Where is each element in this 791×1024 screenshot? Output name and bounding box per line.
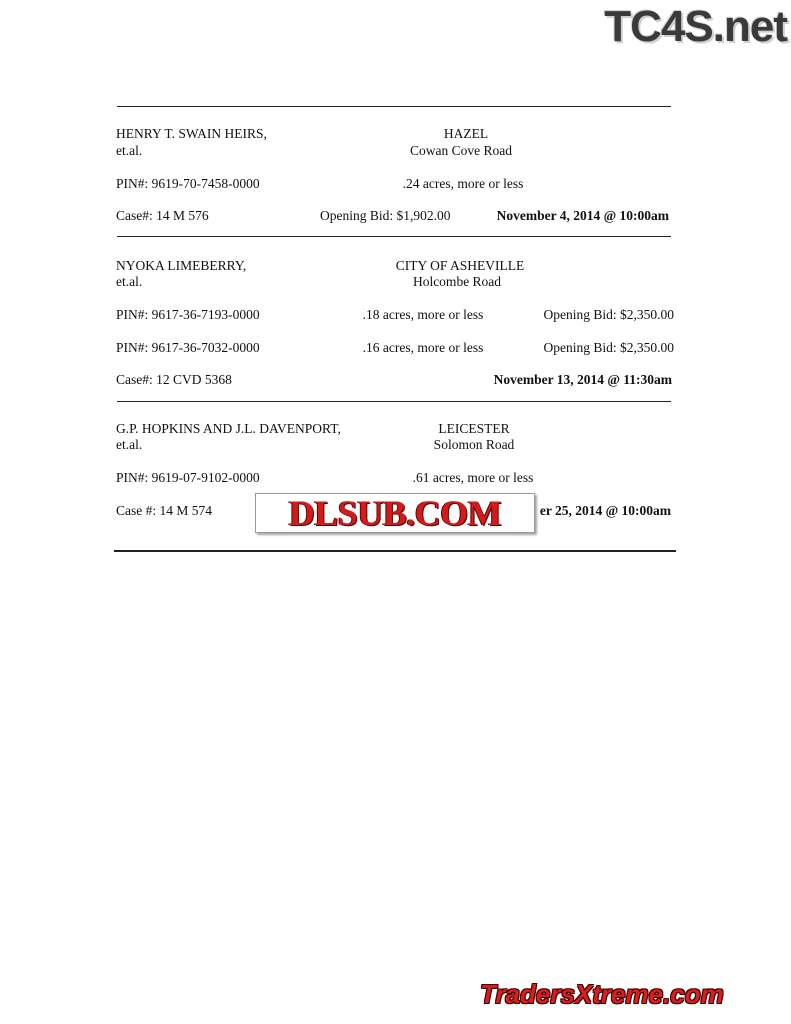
listing-1-etal: et.al. — [116, 143, 143, 158]
listing-2-acres-1: .18 acres, more or less — [362, 307, 484, 322]
listing-1-sale-date: November 4, 2014 @ 10:00am — [496, 208, 669, 223]
listing-2-owner: NYOKA LIMEBERRY, — [116, 258, 247, 273]
separator-top — [117, 106, 671, 107]
listing-3-road: Solomon Road — [433, 437, 515, 452]
listing-3-case: Case #: 14 M 574 — [116, 503, 212, 518]
listing-1-opening-bid: Opening Bid: $1,902.00 — [320, 208, 451, 223]
listing-1-pin: PIN#: 9619-70-7458-0000 — [116, 176, 260, 191]
listing-3-pin: PIN#: 9619-07-9102-0000 — [116, 470, 260, 485]
dlsub-watermark: DLSUB.COM — [255, 493, 535, 533]
listing-2-road: Holcombe Road — [412, 274, 502, 289]
listing-1-owner: HENRY T. SWAIN HEIRS, — [116, 126, 267, 141]
listing-2-bid-1: Opening Bid: $2,350.00 — [543, 307, 674, 322]
listing-1-township: HAZEL — [443, 126, 489, 141]
listing-2-sale-date: November 13, 2014 @ 11:30am — [493, 372, 672, 387]
listing-2-pin-1: PIN#: 9617-36-7193-0000 — [116, 307, 260, 322]
listing-2-township: CITY OF ASHEVILLE — [395, 258, 525, 273]
listing-3-township: LEICESTER — [438, 421, 510, 436]
listing-2-pin-2: PIN#: 9617-36-7032-0000 — [116, 340, 260, 355]
listing-2-etal: et.al. — [116, 274, 143, 289]
separator-bottom — [114, 550, 676, 552]
listing-1-case: Case#: 14 M 576 — [116, 208, 209, 223]
listing-2-bid-2: Opening Bid: $2,350.00 — [543, 340, 674, 355]
listing-3-etal: et.al. — [116, 437, 143, 452]
separator-2 — [117, 401, 671, 402]
listing-3-sale-date: er 25, 2014 @ 10:00am — [539, 503, 671, 518]
listing-1-road: Cowan Cove Road — [410, 143, 512, 158]
listing-3-acres: .61 acres, more or less — [412, 470, 534, 485]
separator-1 — [117, 236, 671, 237]
listing-3-owner: G.P. HOPKINS AND J.L. DAVENPORT, — [116, 421, 341, 436]
listing-2-case: Case#: 12 CVD 5368 — [116, 372, 232, 387]
tc4s-watermark: TC4S.net — [604, 2, 787, 51]
tradersxtreme-watermark: TradersXtreme.com — [480, 979, 724, 1009]
listing-1-acres: .24 acres, more or less — [402, 176, 524, 191]
listing-2-acres-2: .16 acres, more or less — [362, 340, 484, 355]
